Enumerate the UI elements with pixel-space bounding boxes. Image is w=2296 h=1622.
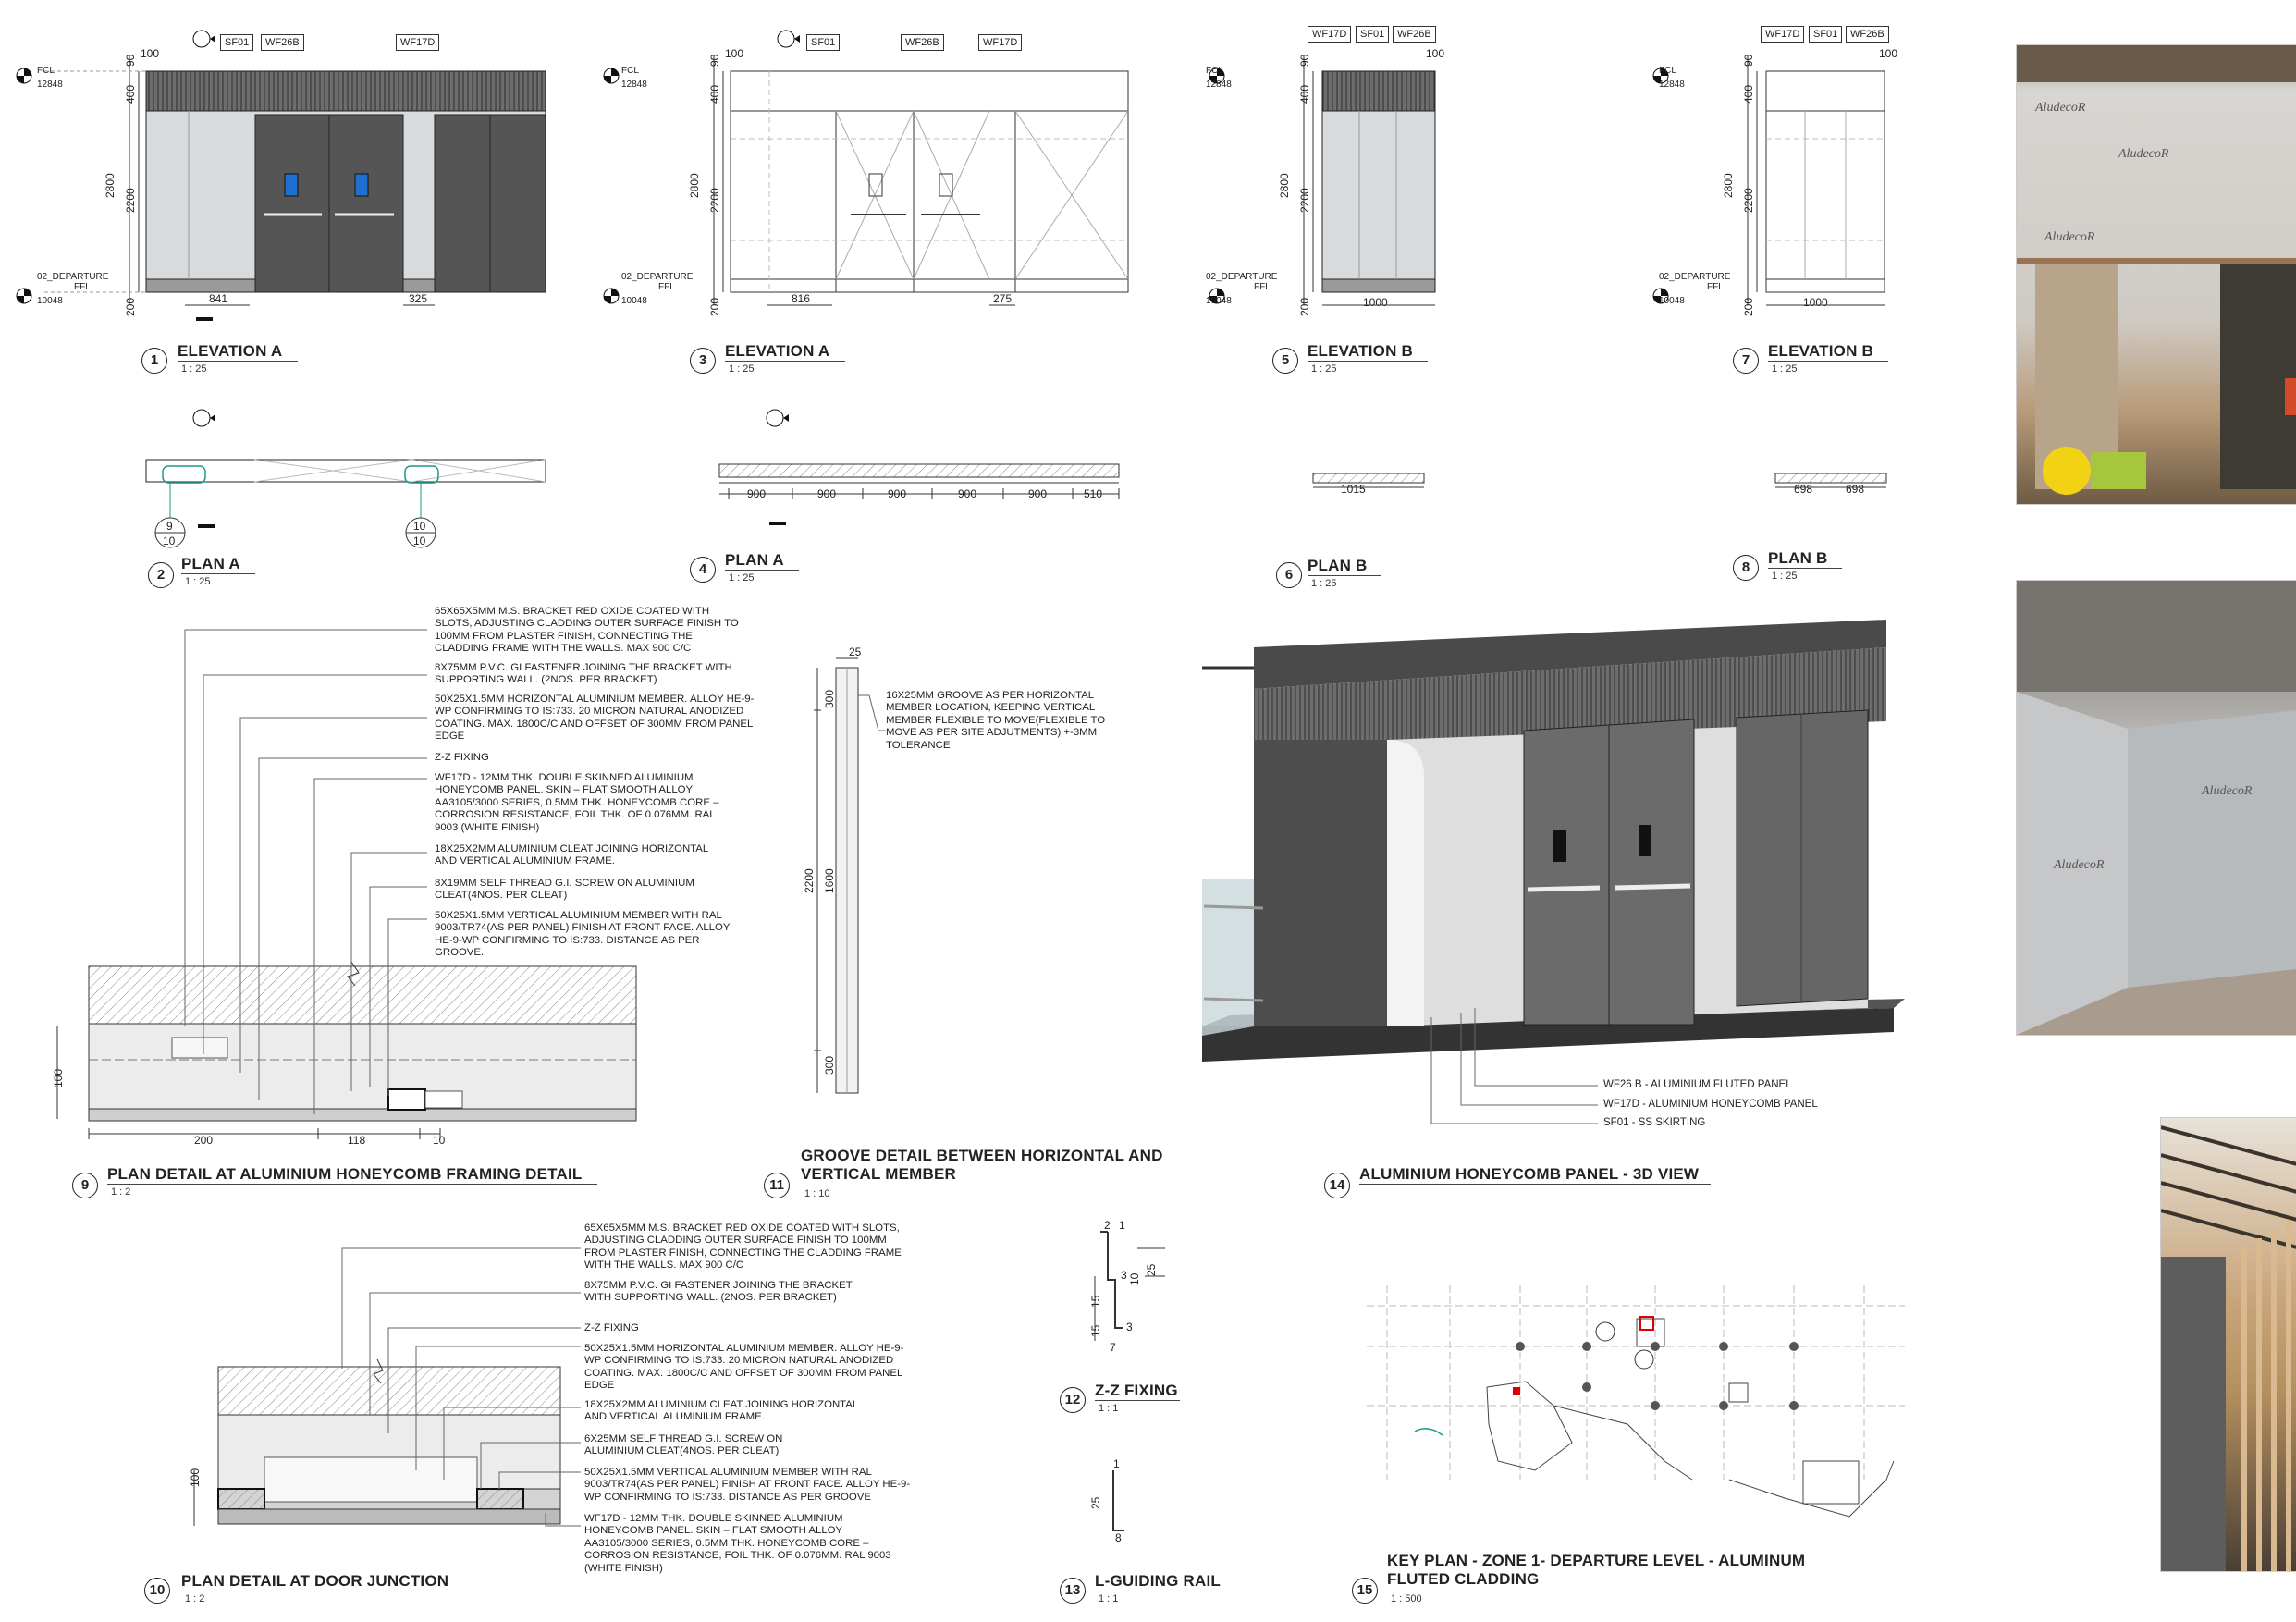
dim-2200: 2200 <box>708 188 721 213</box>
view-number: 13 <box>1060 1578 1086 1604</box>
view-number: 8 <box>1733 555 1759 581</box>
view-scale: 1 : 25 <box>181 363 207 375</box>
dim-100: 100 <box>52 1068 65 1087</box>
view-scale: 1 : 25 <box>1772 363 1798 375</box>
plan-a-2 <box>146 410 546 547</box>
dim-90: 90 <box>1742 54 1755 67</box>
dim-275: 275 <box>993 292 1013 305</box>
level-departure-value: 10048 <box>1659 296 1685 306</box>
tag-wf26b: WF26B <box>1846 26 1889 43</box>
view-number: 12 <box>1060 1387 1086 1413</box>
dim-1000: 1000 <box>1803 296 1828 309</box>
dim-10: 10 <box>433 1134 446 1147</box>
legend-sf01: SF01 - SS SKIRTING <box>1603 1117 1706 1128</box>
dim-25: 25 <box>1089 1496 1102 1509</box>
view-scale: 1 : 2 <box>111 1186 131 1198</box>
dim-2800: 2800 <box>688 173 701 198</box>
dim-400: 400 <box>1742 84 1755 104</box>
view-title: PLAN A <box>181 555 240 572</box>
dim-200: 200 <box>124 297 137 316</box>
view-title: ELEVATION B <box>1308 342 1413 360</box>
tag-wf17d: WF17D <box>1308 26 1351 43</box>
note-zz-fixing: Z-Z FIXING <box>584 1322 639 1333</box>
photo-brand-text: AludecoR <box>2044 230 2095 244</box>
tag-sf01: SF01 <box>220 34 253 51</box>
view-title: Z-Z FIXING <box>1095 1382 1178 1399</box>
level-departure: 02_DEPARTURE <box>37 272 109 282</box>
level-departure-value: 10048 <box>1206 296 1232 306</box>
level-fcl-value: 12848 <box>621 80 647 90</box>
dim-400: 400 <box>1298 84 1311 104</box>
view-title: PLAN DETAIL AT ALUMINIUM HONEYCOMB FRAMING DETAIL <box>107 1165 583 1183</box>
note-zz-fixing: Z-Z FIXING <box>435 752 489 763</box>
view-title: PLAN B <box>1308 557 1368 574</box>
level-departure: 02_DEPARTURE <box>1659 272 1731 282</box>
dim-841: 841 <box>209 292 228 305</box>
dim-1015: 1015 <box>1341 483 1366 496</box>
view-scale: 1 : 1 <box>1099 1593 1119 1604</box>
site-photo-2 <box>2016 580 2296 1036</box>
dim-400: 400 <box>124 84 137 104</box>
dim-100: 100 <box>189 1468 202 1487</box>
elevation-b-7 <box>1748 55 1885 305</box>
view-number: 1 <box>141 348 167 374</box>
note-fastener: 8X75MM P.V.C. GI FASTENER JOINING THE BRACKET WITH SUPPORTING WALL. (2NOS. PER BRACKET) <box>584 1280 853 1304</box>
level-fcl-value: 12848 <box>1206 80 1232 90</box>
dim-2200: 2200 <box>1742 188 1755 213</box>
note-screw: 6X25MM SELF THREAD G.I. SCREW ON ALUMINIUM CLEAT(4NOS. PER CLEAT) <box>584 1433 783 1457</box>
view-number: 3 <box>690 348 716 374</box>
view-title: L-GUIDING RAIL <box>1095 1572 1221 1590</box>
dim-90: 90 <box>124 54 137 67</box>
dim-510: 510 <box>1084 487 1103 500</box>
plan-b-6 <box>1313 473 1424 487</box>
level-fcl: FCL <box>621 66 639 76</box>
elevation-b-5 <box>1209 55 1435 305</box>
view-scale: 1 : 500 <box>1391 1593 1422 1604</box>
dim-90: 90 <box>708 54 721 67</box>
legend-wf17d: WF17D - ALUMINIUM HONEYCOMB PANEL <box>1603 1099 1818 1110</box>
level-ffl: FFL <box>658 282 675 292</box>
photo-brand-text: AludecoR <box>2202 784 2253 798</box>
view-scale: 1 : 2 <box>185 1593 205 1604</box>
view-title: ELEVATION A <box>178 342 283 360</box>
dim-200: 200 <box>194 1134 214 1147</box>
note-horizontal-member: 50X25X1.5MM HORIZONTAL ALUMINIUM MEMBER. ALLOY HE-9-WP CONFIRMING TO IS:733. 20 MICRON NATURAL ANODIZED COATING. MAX. 1800C/C AND OFFSET OF 300MM FROM PANEL EDGE <box>435 694 755 743</box>
zz-fixing-12 <box>1100 1232 1123 1328</box>
dim-3: 3 <box>1121 1269 1127 1282</box>
dim-90: 90 <box>1298 54 1311 67</box>
level-fcl: FCL <box>37 66 55 76</box>
dim-200: 200 <box>1298 297 1311 316</box>
dim-100: 100 <box>725 47 744 60</box>
dim-2800: 2800 <box>104 173 117 198</box>
tag-wf26b: WF26B <box>1393 26 1436 43</box>
view-scale: 1 : 25 <box>1772 571 1798 582</box>
callout-10: 10 <box>413 535 426 547</box>
dim-2200: 2200 <box>803 868 816 893</box>
view-scale: 1 : 25 <box>1311 363 1337 375</box>
dim-100: 100 <box>1879 47 1898 60</box>
note-groove: 16X25MM GROOVE AS PER HORIZONTAL MEMBER LOCATION, KEEPING VERTICAL MEMBER FLEXIBLE TO MOVE(FLEXIBLE TO MOVE AS PER SITE ADJUTMENTS) +-3MM TOLERANCE <box>886 690 1106 751</box>
dim-2200: 2200 <box>124 188 137 213</box>
photo-brand-text: AludecoR <box>2054 858 2105 872</box>
view-title: PLAN B <box>1768 549 1828 567</box>
dim-15: 15 <box>1089 1295 1102 1308</box>
note-vertical-member: 50X25X1.5MM VERTICAL ALUMINIUM MEMBER WITH RAL 9003/TR74(AS PER PANEL) FINISH AT FRONT FACE. ALLOY HE-9-WP CONFIRMING TO IS:733. DISTANCE AS PER GROOVE. <box>435 910 731 959</box>
tag-wf17d: WF17D <box>978 34 1022 51</box>
l-guiding-rail-13 <box>1113 1470 1124 1530</box>
view-number: 7 <box>1733 348 1759 374</box>
key-plan-15 <box>1367 1285 1905 1517</box>
tag-wf26b: WF26B <box>261 34 304 51</box>
level-ffl: FFL <box>74 282 91 292</box>
note-bracket: 65X65X5MM M.S. BRACKET RED OXIDE COATED WITH SLOTS, ADJUSTING CLADDING OUTER SURFACE FINISH TO 100MM FROM PLASTER FINISH, CONNECTING THE CLADDING FRAME WITH THE WALLS. MAX 900 C/C <box>435 606 739 655</box>
dim-15: 15 <box>1089 1324 1102 1337</box>
view-title: ALUMINIUM HONEYCOMB PANEL - 3D VIEW <box>1359 1165 1700 1183</box>
note-honeycomb-panel: WF17D - 12MM THK. DOUBLE SKINNED ALUMINIUM HONEYCOMB PANEL. SKIN – FLAT SMOOTH ALLOY AA3105/3000 SERIES, 0.5MM THK. HONEYCOMB CORE – CORROSION RESISTANCE, FOIL THK. OF 0.076MM. RAL 9003 (WHITE FINISH) <box>435 772 719 833</box>
view-title: KEY PLAN - ZONE 1- DEPARTURE LEVEL - ALUMINUM FLUTED CLADDING <box>1387 1552 1806 1588</box>
tag-wf17d: WF17D <box>396 34 439 51</box>
note-horizontal-member: 50X25X1.5MM HORIZONTAL ALUMINIUM MEMBER. ALLOY HE-9-WP CONFIRMING TO IS:733. 20 MICRON NATURAL ANODIZED COATING. MAX. 1800C/C AND OFFSET OF 300MM FROM PANEL EDGE <box>584 1343 904 1392</box>
dim-100: 100 <box>1426 47 1445 60</box>
dim-200: 200 <box>1742 297 1755 316</box>
note-fastener: 8X75MM P.V.C. GI FASTENER JOINING THE BRACKET WITH SUPPORTING WALL. (2NOS. PER BRACKET) <box>435 662 732 686</box>
legend-wf26b: WF26 B - ALUMINIUM FLUTED PANEL <box>1603 1079 1792 1090</box>
tag-wf26b: WF26B <box>901 34 944 51</box>
dim-325: 325 <box>409 292 428 305</box>
view-number: 9 <box>72 1173 98 1198</box>
dim-698: 698 <box>1794 483 1813 496</box>
dim-300: 300 <box>823 1055 836 1075</box>
note-honeycomb-panel: WF17D - 12MM THK. DOUBLE SKINNED ALUMINIUM HONEYCOMB PANEL. SKIN – FLAT SMOOTH ALLOY AA3105/3000 SERIES, 0.5MM THK. HONEYCOMB CORE – CORROSION RESISTANCE, FOIL THK. OF 0.076MM. RAL 9003 (WHITE FINISH) <box>584 1513 891 1574</box>
view-scale: 1 : 25 <box>185 576 211 587</box>
view-number: 4 <box>690 557 716 583</box>
note-cleat: 18X25X2MM ALUMINIUM CLEAT JOINING HORIZONTAL AND VERTICAL ALUMINIUM FRAME. <box>584 1399 858 1423</box>
dim-2200: 2200 <box>1298 188 1311 213</box>
plan-detail-10 <box>194 1248 581 1526</box>
dim-1: 1 <box>1119 1219 1125 1232</box>
note-bracket: 65X65X5MM M.S. BRACKET RED OXIDE COATED WITH SLOTS, ADJUSTING CLADDING OUTER SURFACE FINISH TO 100MM FROM PLASTER FINISH, CONNECTING THE CLADDING FRAME WITH THE WALLS. MAX 900 C/C <box>584 1223 902 1272</box>
tag-wf17d: WF17D <box>1761 26 1804 43</box>
dim-816: 816 <box>792 292 811 305</box>
dim-7: 7 <box>1110 1341 1116 1354</box>
view-number: 5 <box>1272 348 1298 374</box>
dim-2800: 2800 <box>1278 173 1291 198</box>
level-departure: 02_DEPARTURE <box>621 272 694 282</box>
view-number: 2 <box>148 562 174 588</box>
plan-a-4 <box>719 410 1119 525</box>
level-departure-value: 10048 <box>37 296 63 306</box>
dim-1: 1 <box>1113 1457 1120 1470</box>
dim-2: 2 <box>1104 1219 1111 1232</box>
dim-300: 300 <box>823 689 836 708</box>
tag-sf01: SF01 <box>806 34 840 51</box>
view-number: 14 <box>1324 1173 1350 1198</box>
dim-900: 900 <box>958 487 977 500</box>
dim-1000: 1000 <box>1363 296 1388 309</box>
dim-698: 698 <box>1846 483 1865 496</box>
view-number: 10 <box>144 1578 170 1604</box>
tag-sf01: SF01 <box>1809 26 1842 43</box>
plan-b-8 <box>1775 473 1886 487</box>
view-title: PLAN DETAIL AT DOOR JUNCTION <box>181 1572 449 1590</box>
callout-10: 10 <box>163 535 176 547</box>
dim-10: 10 <box>1128 1272 1141 1285</box>
level-departure: 02_DEPARTURE <box>1206 272 1278 282</box>
level-fcl-value: 12848 <box>37 80 63 90</box>
dim-25: 25 <box>1145 1263 1158 1276</box>
note-cleat: 18X25X2MM ALUMINIUM CLEAT JOINING HORIZONTAL AND VERTICAL ALUMINIUM FRAME. <box>435 843 708 867</box>
view-number: 15 <box>1352 1578 1378 1604</box>
level-fcl-value: 12848 <box>1659 80 1685 90</box>
note-vertical-member: 50X25X1.5MM VERTICAL ALUMINIUM MEMBER WITH RAL 9003/TR74(AS PER PANEL) FINISH AT FRONT FACE. ALLOY HE-9-WP CONFIRMING TO IS:733. DISTANCE AS PER GROOVE <box>584 1467 911 1503</box>
view-title: PLAN A <box>725 551 784 569</box>
dim-100: 100 <box>141 47 160 60</box>
dim-3: 3 <box>1126 1321 1133 1333</box>
callout-10: 10 <box>413 520 426 533</box>
view-scale: 1 : 25 <box>729 363 755 375</box>
view-title: GROOVE DETAIL BETWEEN HORIZONTAL AND VERTICAL MEMBER <box>801 1147 1163 1183</box>
dim-400: 400 <box>708 84 721 104</box>
dim-2800: 2800 <box>1722 173 1735 198</box>
dim-900: 900 <box>1028 487 1048 500</box>
callout-9: 9 <box>166 520 173 533</box>
dim-118: 118 <box>348 1134 366 1147</box>
view-number: 11 <box>764 1173 790 1198</box>
view-scale: 1 : 10 <box>804 1188 830 1199</box>
dim-200: 200 <box>708 297 721 316</box>
level-fcl: FCL <box>1659 66 1676 76</box>
view-scale: 1 : 25 <box>729 572 755 584</box>
level-fcl: FCL <box>1206 66 1223 76</box>
dim-25: 25 <box>849 645 862 658</box>
dim-900: 900 <box>747 487 767 500</box>
dim-900: 900 <box>817 487 837 500</box>
site-photo-1 <box>2016 44 2296 505</box>
view-scale: 1 : 25 <box>1311 578 1337 589</box>
honeycomb-3d-view <box>1202 620 1905 1124</box>
elevation-a-3 <box>714 55 1128 305</box>
dim-8: 8 <box>1115 1531 1122 1544</box>
level-departure-value: 10048 <box>621 296 647 306</box>
level-ffl: FFL <box>1254 282 1271 292</box>
view-title: ELEVATION A <box>725 342 830 360</box>
dim-1600: 1600 <box>823 868 836 893</box>
view-title: ELEVATION B <box>1768 342 1873 360</box>
note-screw: 8X19MM SELF THREAD G.I. SCREW ON ALUMINIUM CLEAT(4NOS. PER CLEAT) <box>435 878 694 902</box>
view-number: 6 <box>1276 562 1302 588</box>
site-photo-3 <box>2160 1117 2296 1572</box>
photo-brand-text: AludecoR <box>2118 147 2169 161</box>
dim-900: 900 <box>888 487 907 500</box>
photo-brand-text: AludecoR <box>2035 101 2086 115</box>
view-scale: 1 : 1 <box>1099 1403 1119 1414</box>
level-ffl: FFL <box>1707 282 1724 292</box>
tag-sf01: SF01 <box>1356 26 1389 43</box>
